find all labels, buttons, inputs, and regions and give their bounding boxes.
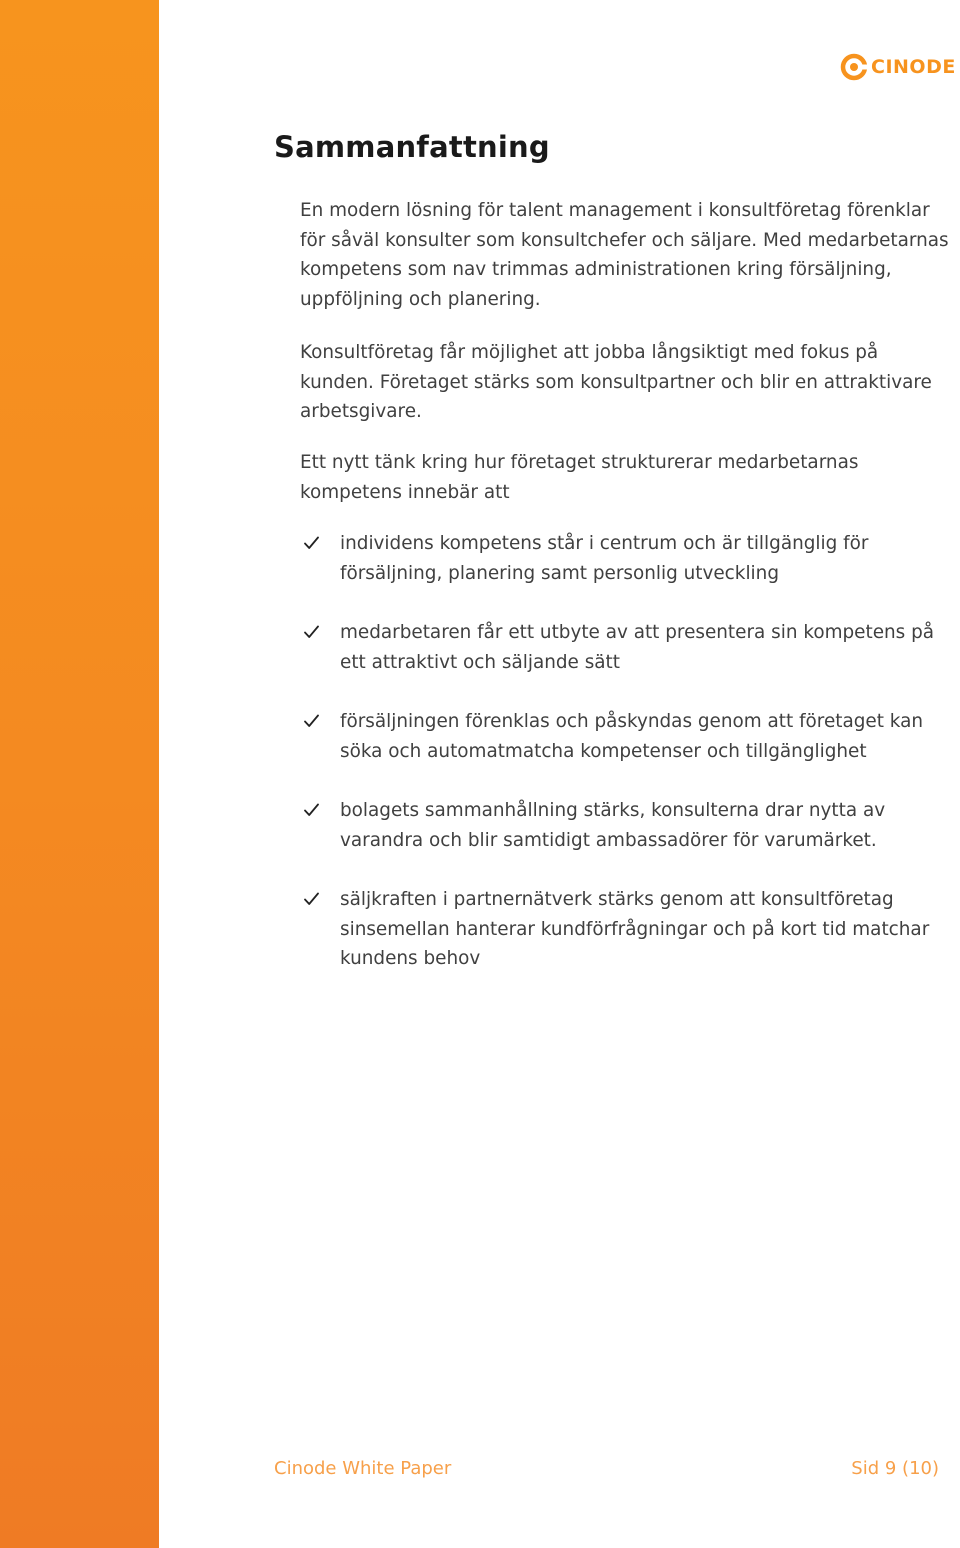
page-title: Sammanfattning [274, 130, 550, 164]
intro-paragraph: En modern lösning för talent management i konsultföretag förenklar för såväl konsulter som konsultchefer och säljare. Med medarbetarnas kompetens som nav trimmas administrationen kring försäljning, uppföljning och planering. [300, 200, 949, 310]
checklist-item [300, 618, 950, 677]
third-paragraph: Ett nytt tänk kring hur företaget strukturerar medarbetarnas kompetens innebär att [300, 452, 859, 503]
checkmark-icon [304, 714, 319, 728]
checkmark-icon [304, 536, 319, 550]
checklist-item-text: bolagets sammanhållning stärks, konsulterna drar nytta av varandra och blir samtidigt ambassadörer för varumärket. [340, 800, 886, 851]
checklist-item [300, 796, 950, 855]
checklist-item-text: försäljningen förenklas och påskyndas genom att företaget kan söka och automatmatcha kompetenser och tillgänglighet [340, 711, 924, 762]
checkmark-icon [304, 892, 319, 906]
cinode-logo [840, 52, 956, 82]
checklist-item-text: individens kompetens står i centrum och är tillgänglig för försäljning, planering samt personlig utveckling [340, 533, 869, 584]
second-paragraph: Konsultföretag får möjlighet att jobba långsiktigt med fokus på kunden. Företaget stärks som konsultpartner och blir en attraktivare arbetsgivare. [300, 342, 932, 422]
checklist-item-text: säljkraften i partnernätverk stärks genom att konsultföretag sinsemellan hanterar kundförfrågningar och på kort tid matchar kundens behov [340, 889, 930, 969]
checkmark-icon [304, 625, 319, 639]
footer-page-number: Sid 9 (10) [851, 1458, 939, 1479]
footer-document-name: Cinode White Paper [274, 1458, 452, 1479]
checklist-item [300, 707, 950, 766]
checklist-item [300, 529, 950, 588]
cinode-logo-mark-icon [840, 53, 868, 81]
checkmark-icon [304, 803, 319, 817]
orange-side-bar [0, 0, 159, 1548]
cinode-logo-text: CINODE [871, 56, 956, 78]
checklist-item [300, 885, 950, 974]
benefit-checklist [300, 529, 950, 1004]
checklist-item-text: medarbetaren får ett utbyte av att presentera sin kompetens på ett attraktivt och säljande sätt [340, 622, 935, 673]
